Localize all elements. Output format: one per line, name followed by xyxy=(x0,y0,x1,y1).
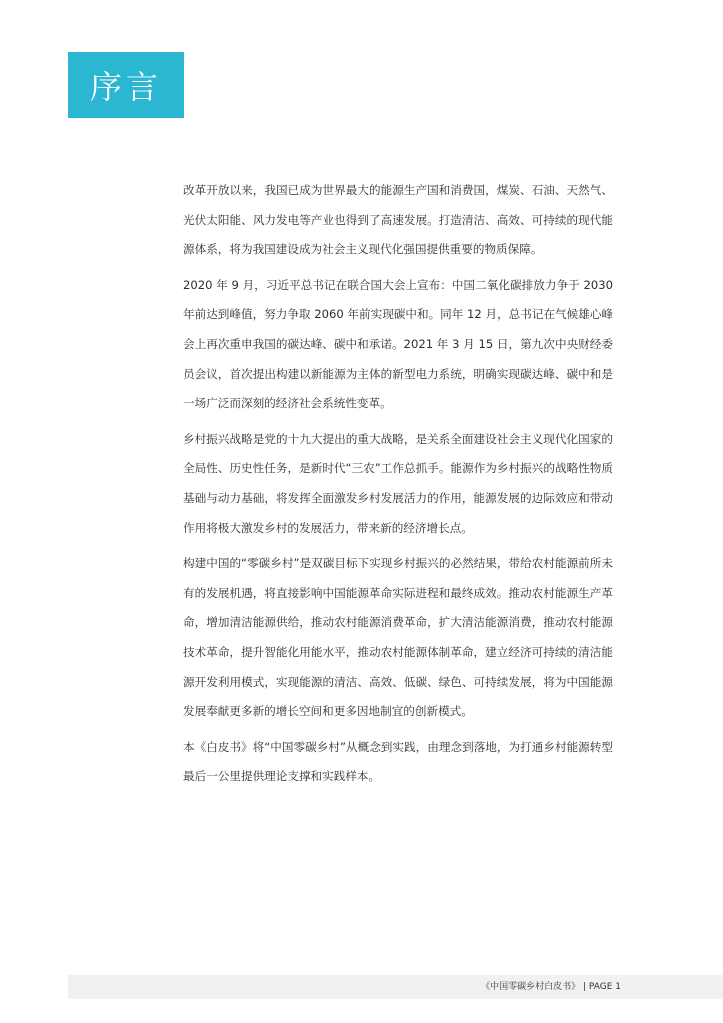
section-title-box xyxy=(68,52,184,118)
page-title: 序言 xyxy=(89,68,162,106)
footer-label: 《中国零碳乡村白皮书》 | PAGE 1 xyxy=(481,982,621,992)
page-footer xyxy=(68,975,723,999)
body-text xyxy=(183,176,613,798)
paragraph-5: 本《白皮书》将“中国零碳乡村”从概念到实践，由理念到落地，为打通乡村能源转型最后一公里提供理论支撑和实践样本。 xyxy=(183,739,613,784)
paragraph-4: 构建中国的“零碳乡村”是双碳目标下实现乡村振兴的必然结果，带给农村能源前所未有的发展机遇，将直接影响中国能源革命实际进程和最终成效。推动农村能源生产革命，增加清洁能源供给，推动农村能源消费革命，扩大清洁能源消费，推动农村能源技术革命，提升智能化用能水平，推动农村能源体制革命，建立经济可持续的清洁能源开发利用模式，实现能源的清洁、高效、低碳、绿色、可持续发展，将为中国能源发展奉献更多新的增长空间和更多因地制宜的创新模式。 xyxy=(183,556,613,719)
paragraph-1: 改革开放以来，我国已成为世界最大的能源生产国和消费国，煤炭、石油、天然气、光伏太阳能、风力发电等产业也得到了高速发展。打造清洁、高效、可持续的现代能源体系，将为我国建设成为社会主义现代化强国提供重要的物质保障。 xyxy=(183,183,613,257)
paragraph-2: 2020 年 9 月，习近平总书记在联合国大会上宣布：中国二氧化碳排放力争于 2030 年前达到峰值，努力争取 2060 年前实现碳中和。同年 12 月，总书记在气候雄心峰会上再次重申我国的碳达峰、碳中和承诺。2021 年 3 月 15 日，第九次中央财经委员会议，首次提出构建以新能源为主体的新型电力系统，明确实现碳达峰、碳中和是一场广泛而深刻的经济社会系统性变革。 xyxy=(183,277,614,411)
paragraph-3: 乡村振兴战略是党的十九大提出的重大战略，是关系全面建设社会主义现代化国家的全局性、历史性任务，是新时代“三农”工作总抓手。能源作为乡村振兴的战略性物质基础与动力基础，将发挥全面激发乡村发展活力的作用，能源发展的边际效应和带动作用将极大激发乡村的发展活力，带来新的经济增长点。 xyxy=(183,431,613,535)
